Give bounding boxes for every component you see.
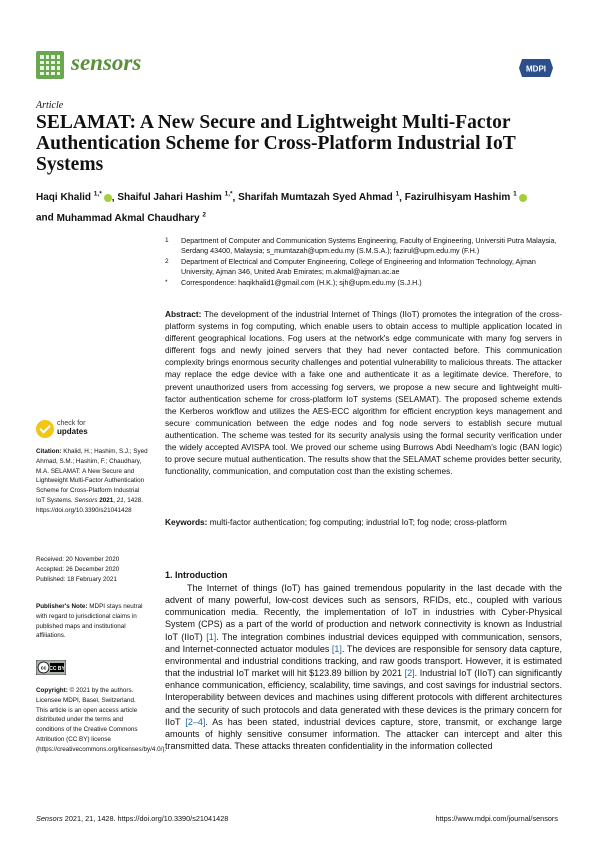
orcid-icon[interactable] xyxy=(104,194,112,202)
citation-year: 2021 xyxy=(99,496,114,504)
author-affiliation-mark: 2 xyxy=(202,211,206,219)
citation-link[interactable]: [2–4] xyxy=(185,716,206,727)
author-name: Fazirulhisyam Hashim $^1$ xyxy=(405,192,527,203)
author-affiliation-mark: 1,* xyxy=(224,191,233,198)
body-text-run: . The integration combines industrial devices equipped with communication, sensors, and Internet-connected actuator modules xyxy=(165,631,563,654)
check-updates-icon xyxy=(36,420,54,438)
citation-link[interactable]: [1] xyxy=(331,643,342,654)
abstract-text: The development of the industrial Internet of Things (IIoT) promotes the integration of the cross-platform systems in fog computing, which enable users to obtain access to multiple application located in different geographical locations. Fog users at the network's edge communicate with many fog servers in different fogs and newly joined servers that they had never contacted before. This communication complexity brings enormous security challenges and potential vulnerability to malicious threats. The attacker may replace the edge device with a fake one and authenticate it as a legitimate device. Therefore, to prevent unauthorized users from accessing fog servers, we propose a new secure and lightweight multi-factor authentication scheme for cross-platform IoT systems (SELAMAT). The proposed scheme extends the Kerberos workflow and utilizes the AES-ECC algorithm for efficient encryption keys management and secure communication between the edge nodes and fog node servers to establish secure mutual authentication. The scheme was tested for its security analysis using the formal security verification under the widely accepted AVISPA tool. We proved our scheme using Burrows Abdi Needham's logic (BAN logic) to prove secure mutual authentication. The results show that the SELAMAT scheme provides better security, functionality, communication, and computation cost than the existing schemes. xyxy=(165,309,563,477)
published-date: Published: 18 February 2021 xyxy=(36,575,117,583)
author-name: Muhammad Akmal Chaudhary $^2$ xyxy=(56,211,206,224)
citation-volume: 21 xyxy=(116,496,124,504)
svg-text:cc: cc xyxy=(40,665,47,672)
keywords-text: multi-factor authentication; fog computing; industrial IoT; fog node; cross-platform xyxy=(209,517,507,527)
mdpi-logo-text: MDPI xyxy=(526,64,546,74)
pubnote-label: Publisher's Note: xyxy=(36,603,88,610)
author-list: Haqi Khalid $^{1,*}$ , Shaiful Jahari Hashim $^{1,*}$, Sharifah Mumtazah Syed Ahmad $^1$, Fazirulhisyam Hashim $^1$ and Muhammad Akmal Chaudhary $^2$ xyxy=(36,186,576,227)
paper-title: SELAMAT: A New Secure and Lightweight Multi-Factor Authentication Scheme for Cross-Platform Industrial IoT Systems xyxy=(36,112,516,175)
abstract-label: Abstract: xyxy=(165,309,202,319)
check-line1: check for xyxy=(57,420,86,427)
affiliation-item xyxy=(165,278,565,288)
orcid-icon[interactable] xyxy=(519,194,527,202)
body-text-run: The Internet of things (IoT) has gained tremendous popularity in the last decade with the advent of many powerful, low-cost devices such as sensors, RFIDs, etc., coupled with various communication media. Recently, the implementation of IoT in industries with Cyber-Physical System (CPS) as a part of the world of production and network connectivity is known as Industrial IoT (IIoT) xyxy=(165,583,562,642)
author-affiliation-mark: 1 xyxy=(395,191,400,198)
body-text-run: . Industrial IoT (IIoT) can significantly enhance communication, efficiency, scalability, time savings, and cost savings for industrial sectors. Interoperability between devices and machines using different protocols with different architectures and the security of such protocols and data generated with these devices is the primary concern for IIoT xyxy=(165,668,562,727)
check-line2: updates xyxy=(57,427,88,436)
citation-block: Citation: Khalid, H.; Hashim, S.J.; Syed Ahmad, S.M.; Hashim, F.; Chaudhary, M.A. SELAMAT: A New Secure and Lightweight Multi-Factor Authentication Scheme for Cross-Platform Industrial IoT Systems. Sensors 2021, 21, 1428. https://doi.org/10.3390/s21041428 xyxy=(36,448,148,514)
body-paragraph xyxy=(165,582,562,752)
author-affiliation-mark: 1 xyxy=(513,191,517,198)
publisher-note xyxy=(36,602,148,641)
pubnote-text: MDPI stays neutral with regard to jurisdictional claims in published maps and institutional affiliations. xyxy=(36,603,143,640)
section-heading: 1. Introduction xyxy=(165,570,228,580)
cc-by-license-icon[interactable] xyxy=(36,660,66,675)
citation-label: Citation: xyxy=(36,448,62,455)
abstract xyxy=(165,308,562,477)
citation-link[interactable]: [2] xyxy=(404,668,415,679)
journal-logo-icon xyxy=(36,51,64,79)
affiliation-mark: * xyxy=(165,279,168,286)
affiliations xyxy=(165,236,565,289)
keywords xyxy=(165,516,562,528)
copyright-notice xyxy=(36,686,167,755)
footer-citation[interactable]: 2021, 21, 1428. https://doi.org/10.3390/s21041428 xyxy=(62,814,229,823)
article-type: Article xyxy=(36,100,64,111)
footer-url[interactable]: https://www.mdpi.com/journal/sensors xyxy=(435,814,558,823)
journal-name: sensors xyxy=(71,50,142,75)
received-date: Received: 20 November 2020 xyxy=(36,556,120,563)
affiliation-text: Department of Electrical and Computer Engineering, College of Engineering and Information Technology, Ajman University, Ajman 346, United Arab Emirates; m.akmal@ajman.ac.ae xyxy=(181,257,536,276)
copyright-label: Copyright: xyxy=(36,687,68,694)
author-name: Shaiful Jahari Hashim $^{1,*}$ xyxy=(117,191,233,204)
keywords-label: Keywords: xyxy=(165,517,208,527)
mdpi-logo-icon xyxy=(518,57,554,79)
section-body xyxy=(165,582,562,752)
affiliation-mark: 1 xyxy=(165,237,169,244)
affiliation-text: Correspondence: haqikhalid1@gmail.com (H.K.); sjh@upm.edu.my (S.J.H.) xyxy=(181,278,422,287)
citation-pages[interactable]: , 1428. https://doi.org/10.3390/s21041428 xyxy=(36,496,144,514)
affiliation-mark: 2 xyxy=(165,258,169,265)
affiliation-item xyxy=(165,257,565,277)
body-text-run: . The devices are responsible for sensory data capture, environmental and industrial conditions tracking, and raw goods transport. However, it is estimated that the industrial IoT market will hit $123.89 billion by 2021 xyxy=(165,643,562,679)
accepted-date: Accepted: 26 December 2020 xyxy=(36,565,120,573)
affiliation-item xyxy=(165,236,565,256)
dates-block xyxy=(36,555,148,584)
author-affiliation-mark: 1,* xyxy=(93,191,102,198)
cc-label: CC BY xyxy=(49,665,65,672)
affiliation-text: Department of Computer and Communication Systems Engineering, Faculty of Engineering, Universiti Putra Malaysia, Serdang 43400, Malaysia; s_mumtazah@upm.edu.my (S.M.S.A.); fazirul@upm.edu.my (F.H.) xyxy=(181,236,557,255)
author-name: Haqi Khalid $^{1,*}$ xyxy=(36,192,112,203)
body-text-run: . As has been stated, industrial devices capture, store, transmit, or exchange large amounts of highly sensitive consumer information. The attacker can intercept and alter this transmitted data. These attacks threaten confidentiality in the information collected xyxy=(165,716,563,752)
citation-journal: Sensors xyxy=(74,496,98,504)
citation-text: Khalid, H.; Hashim, S.J.; Syed Ahmad, S.M.; Hashim, F.; Chaudhary, M.A. SELAMAT: A New Secure and Lightweight Multi-Factor Authentication Scheme for Cross-Platform Industrial IoT Systems. xyxy=(36,448,148,504)
footer-journal: Sensors xyxy=(36,814,63,823)
author-name: Sharifah Mumtazah Syed Ahmad $^1$ xyxy=(238,191,400,204)
citation-link[interactable]: [1] xyxy=(206,631,217,642)
copyright-text: © 2021 by the authors. Licensee MDPI, Basel, Switzerland. This article is an open access article distributed under the terms and conditions of the Creative Commons Attribution (CC BY) license (https://creativecommons.org/licenses/by/4.0/). xyxy=(36,687,167,753)
check-for-updates-button[interactable] xyxy=(36,418,136,442)
